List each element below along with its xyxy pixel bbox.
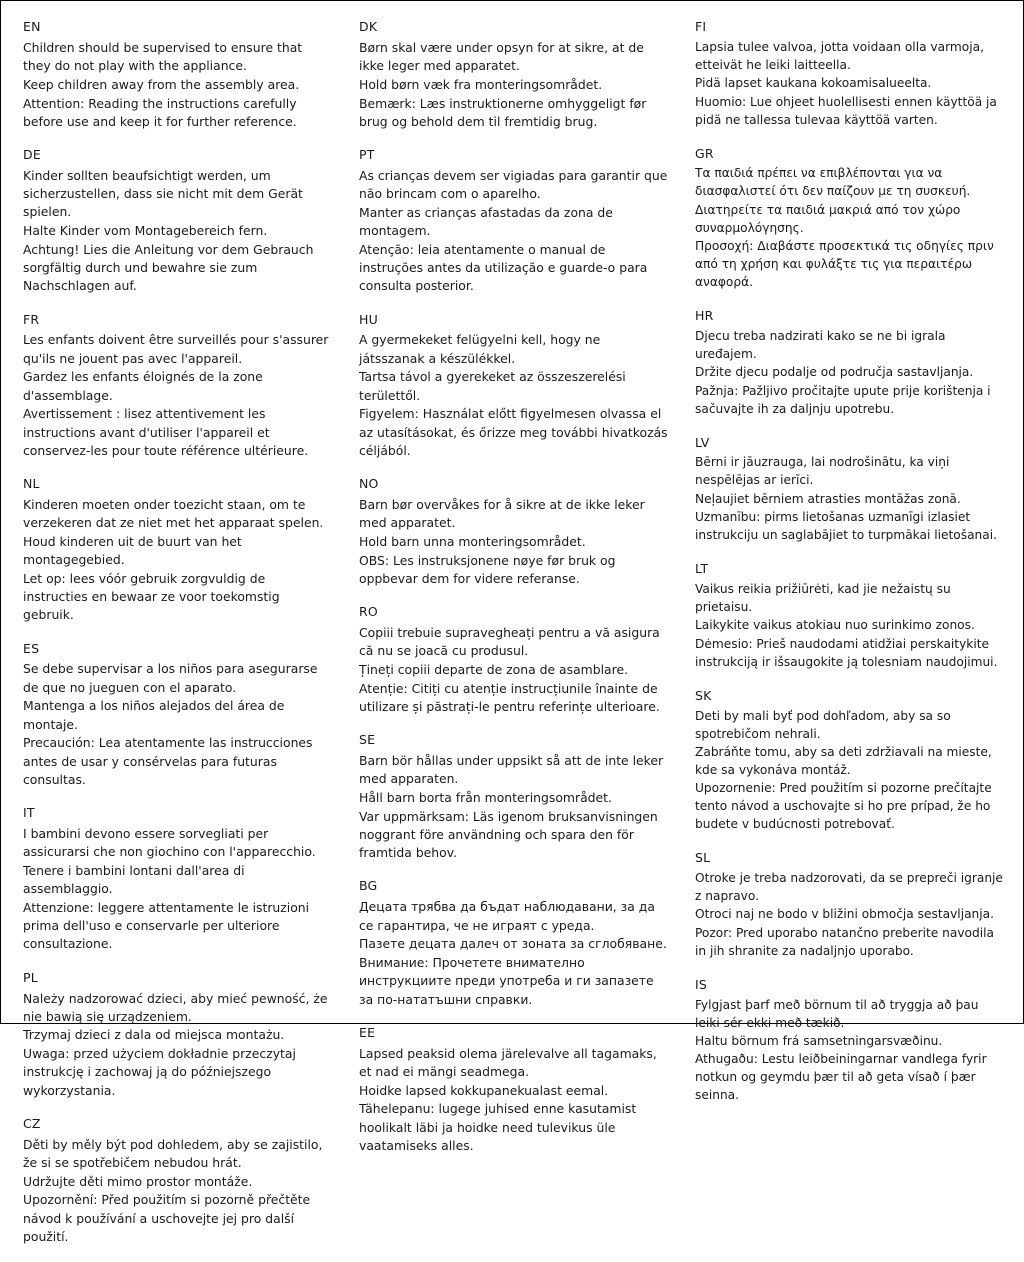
language-code: NL [23, 476, 40, 492]
language-code: EN [23, 19, 41, 34]
language-block-de [23, 147, 333, 296]
language-block-fr [23, 312, 333, 461]
language-columns [23, 19, 1003, 1244]
warning-line: Keep children away from the assembly area. [23, 76, 300, 92]
language-block-it [23, 805, 333, 954]
warning-line: Hold børn væk fra monteringsområdet. [359, 76, 603, 92]
warning-line: Avertissement : lisez attentivement les instructions avant d'utiliser l'appareil et conservez-les pour toute référence ultérieure. [23, 406, 309, 458]
warning-line: Pidä lapset kaukana kokoamisalueelta. [695, 76, 932, 91]
language-text [359, 167, 669, 296]
language-code: IT [23, 805, 35, 821]
language-text [359, 496, 669, 588]
warning-line: Athugaðu: Lestu leiðbeiningarnar vandlega fyrir notkun og geymdu þær til að geta vísað í þær seinna. [695, 1052, 987, 1103]
language-text [695, 454, 1005, 545]
language-block-lv [695, 435, 1005, 546]
language-code: SE [359, 732, 376, 748]
language-text [359, 624, 669, 716]
warning-line: Dėmesio: Prieš naudodami atidžiai perskaitykite instrukciją ir išsaugokite ją tolesniam naudojimui. [695, 636, 998, 669]
warning-line: Copiii trebuie supravegheați pentru a vă asigura că nu se joacă cu produsul. [359, 625, 660, 659]
warning-line: Håll barn borta från monteringsområdet. [359, 790, 612, 806]
language-text [695, 997, 1005, 1106]
warning-line: Gardez les enfants éloignés de la zone d'assemblage. [23, 369, 263, 403]
warning-line: Należy nadzorować dzieci, aby mieć pewność, że nie bawią się urządzeniem. [23, 990, 328, 1024]
warning-line: Børn skal være under opsyn for at sikre, at de ikke leger med apparatet. [359, 39, 644, 74]
language-text [695, 870, 1005, 961]
language-code: EE [359, 1024, 376, 1040]
warning-line: Laikykite vaikus atokiau nuo surinkimo zonos. [695, 618, 975, 633]
language-code: LT [695, 561, 709, 577]
language-block-fi [695, 19, 1005, 130]
language-block-lt [695, 561, 1005, 672]
language-block-pt [359, 147, 669, 296]
warning-line: Διατηρείτε τα παιδιά μακριά από τον χώρο συναρμολόγησης. [695, 202, 961, 235]
warning-line: As crianças devem ser vigiadas para garantir que não brincam com o aparelho. [359, 167, 668, 202]
warning-line: Deti by mali byť pod dohľadom, aby sa so spotrebičom nehrali. [695, 708, 951, 741]
warning-line: Lapsed peaksid olema järelevalve all tagamaks, et nad ei mängi seadmega. [359, 1045, 657, 1079]
warning-line: Vaikus reikia prižiūrėti, kad jie nežaistų su prietaisu. [695, 582, 951, 614]
language-code: FR [23, 311, 40, 327]
language-code: ES [23, 640, 40, 656]
warning-line: Barn bør overvåkes for å sikre at de ikke leker med apparatet. [359, 496, 645, 531]
warning-line: Kinder sollten beaufsichtigt werden, um sicherzustellen, dass sie nicht mit dem Gerät spielen. [23, 167, 303, 220]
warning-line: Uzmanību: pirms lietošanas uzmanīgi izlasiet instrukciju un saglabājiet to turpmākai lietošanai. [695, 510, 998, 543]
language-text [359, 752, 669, 862]
warning-line: Lapsia tulee valvoa, jotta voidaan olla varmoja, etteivät he leiki laitteella. [695, 39, 984, 72]
warning-line: Atenção: leia atentamente o manual de instruções antes da utilização e guarde-o para consulta posterior. [359, 241, 648, 294]
language-code: IS [695, 976, 708, 992]
language-block-hu [359, 312, 669, 461]
warning-line: Otroke je treba nadzorovati, da se prepreči igranje z napravo. [695, 871, 1003, 903]
warning-line: Attenzione: leggere attentamente le istruzioni prima dell'uso e conservarle per ulteriore consultazione. [23, 899, 310, 952]
warning-line: Neļaujiet bērniem atrasties montāžas zonā. [695, 491, 961, 506]
language-block-is [695, 977, 1005, 1106]
language-text [23, 39, 333, 131]
warning-line: Tartsa távol a gyerekeket az összeszerelési területtől. [359, 369, 626, 403]
language-text [359, 1045, 669, 1155]
warning-line: Tenere i bambini lontani dall'area di assemblaggio. [23, 862, 245, 897]
language-text [23, 660, 333, 789]
warning-line: OBS: Les instruksjonene nøye før bruk og oppbevar dem for videre referanse. [359, 552, 616, 586]
warning-line: Mantenga a los niños alejados del área de montaje. [23, 698, 285, 732]
warning-line: Udržujte děti mimo prostor montáže. [23, 1173, 253, 1189]
warning-line: Внимание: Прочетете внимателно инструкциите преди употреба и ги запазете за по-нататъшни справки. [359, 955, 654, 1007]
language-text [23, 990, 333, 1100]
warning-line: Huomio: Lue ohjeet huolellisesti ennen käyttöä ja pidä ne tallessa tulevaa käyttöä varten. [695, 94, 997, 127]
warning-line: Hoidke lapsed kokkupanekualast eemal. [359, 1082, 609, 1098]
language-text [359, 898, 669, 1008]
warning-line: Children should be supervised to ensure that they do not play with the appliance. [23, 39, 303, 74]
language-text [23, 1136, 333, 1246]
warning-line: Pažnja: Pažljivo pročitajte upute prije korištenja i sačuvajte ih za daljnju upotrebu. [695, 383, 991, 416]
language-block-hr [695, 308, 1005, 419]
language-code: HR [695, 308, 714, 323]
warning-line: Let op: lees vóór gebruik zorgvuldig de instructies en bewaar ze voor toekomstig gebruik. [23, 570, 280, 623]
warning-line: Tähelepanu: lugege juhised enne kasutamist hoolikalt läbi ja hoidke need tulevikus üle vaatamiseks alles. [359, 1101, 637, 1153]
language-text [23, 167, 333, 296]
language-block-nl [23, 476, 333, 625]
language-code: LV [695, 434, 710, 450]
language-text [359, 39, 669, 131]
language-block-es [23, 641, 333, 790]
language-code: SL [695, 850, 711, 866]
language-block-cz [23, 1116, 333, 1246]
language-block-ee [359, 1025, 669, 1155]
warning-line: Děti by měly být pod dohledem, aby se zajistilo, že si se spotřebičem nebudou hrát. [23, 1136, 323, 1171]
warning-line: Achtung! Lies die Anleitung vor dem Gebrauch sorgfältig durch und bewahre sie zum Nachschlagen auf. [23, 241, 314, 294]
language-column-3 [695, 19, 1005, 1121]
language-code: HU [359, 311, 378, 327]
warning-line: Precaución: Lea atentamente las instrucciones antes de usar y consérvelas para futuras consultas. [23, 735, 313, 787]
warning-line: Držite djecu podalje od područja sastavljanja. [695, 365, 974, 380]
warning-line: Децата трябва да бъдат наблюдавани, за да се гарантира, че не играят с уреда. [359, 899, 655, 933]
language-code: PL [23, 969, 38, 985]
warning-line: Upozornění: Před použitím si pozorně přečtěte návod k používání a uschovejte jej pro další použití. [23, 1192, 311, 1244]
warning-line: Upozornenie: Pred použitím si pozorne prečítajte tento návod a uschovajte si ho pre prípad, že ho budete v budúcnosti potrebovať. [695, 781, 992, 832]
warning-line: Trzymaj dzieci z dala od miejsca montażu. [23, 1027, 285, 1043]
language-text [695, 328, 1005, 419]
warning-line: Attention: Reading the instructions carefully before use and keep it for further reference. [23, 95, 297, 129]
warning-line: Προσοχή: Διαβάστε προσεκτικά τις οδηγίες πριν από τη χρήση και φυλάξτε τις για περαιτέρω αναφορά. [695, 239, 994, 290]
language-block-en [23, 19, 333, 131]
language-block-ro [359, 604, 669, 716]
language-column-1 [23, 19, 333, 1262]
warning-line: Djecu treba nadzirati kako se ne bi igrala uređajem. [695, 328, 946, 361]
warning-line: Fylgjast þarf með börnum til að tryggja að þau leiki sér ekki með tækið. [695, 997, 979, 1030]
language-text [695, 581, 1005, 672]
warning-line: Halte Kinder vom Montagebereich fern. [23, 223, 268, 239]
warning-line: Bērni ir jāuzrauga, lai nodrošinātu, ka viņi nespēlējas ar ierīci. [695, 455, 950, 488]
language-text [695, 39, 1005, 130]
warning-line: Zabráňte tomu, aby sa deti zdržiavali na mieste, kde sa vykonáva montáž. [695, 744, 992, 777]
language-text [23, 331, 333, 460]
warning-line: Hold barn unna monteringsområdet. [359, 533, 586, 549]
warning-line: Atenție: Citiți cu atenție instrucțiunile înainte de utilizare și păstrați-le pentru referințe ulterioare. [359, 680, 660, 714]
language-text [23, 496, 333, 625]
language-text [695, 165, 1005, 292]
language-block-pl [23, 970, 333, 1100]
language-block-bg [359, 878, 669, 1008]
warning-line: Var uppmärksam: Läs igenom bruksanvisningen noggrant före användning och spara den för framtida behov. [359, 808, 658, 861]
language-block-sk [695, 688, 1005, 834]
warning-line: Barn bör hållas under uppsikt så att de inte leker med apparaten. [359, 753, 664, 787]
warning-line: Se debe supervisar a los niños para asegurarse de que no jueguen con el aparato. [23, 661, 318, 695]
warning-line: Bemærk: Læs instruktionerne omhyggeligt før brug og behold dem til fremtidig brug. [359, 95, 647, 129]
language-block-se [359, 732, 669, 862]
warning-line: A gyermekeket felügyelni kell, hogy ne játsszanak a készülékkel. [359, 332, 601, 366]
language-text [695, 708, 1005, 835]
warning-line: I bambini devono essere sorvegliati per assicurarsi che non giochino con l'apparecchio. [23, 825, 316, 860]
language-code: SK [695, 687, 712, 703]
warning-line: Les enfants doivent être surveillés pour s'assurer qu'ils ne jouent pas avec l'appareil. [23, 332, 329, 366]
warning-line: Τα παιδιά πρέπει να επιβλέπονται για να διασφαλιστεί ότι δεν παίζουν με τη συσκευή. [695, 166, 971, 199]
warning-line: Manter as crianças afastadas da zona de montagem. [359, 204, 613, 239]
language-block-no [359, 476, 669, 588]
language-code: CZ [23, 1115, 41, 1131]
language-code: GR [695, 145, 714, 161]
language-block-gr [695, 146, 1005, 292]
language-code: BG [359, 878, 378, 894]
warning-line: Pozor: Pred uporabo natančno preberite navodila in jih shranite za nadaljnjo uporabo. [695, 925, 994, 958]
warning-line: Otroci naj ne bodo v bližini območja sestavljanja. [695, 907, 995, 922]
language-block-dk [359, 19, 669, 131]
warning-line: Houd kinderen uit de buurt van het montagegebied. [23, 533, 242, 568]
language-code: PT [359, 147, 375, 163]
warning-line: Kinderen moeten onder toezicht staan, om te verzekeren dat ze niet met het apparaat spelen. [23, 496, 324, 531]
language-block-sl [695, 850, 1005, 961]
language-code: NO [359, 476, 379, 492]
warning-line: Пазете децата далеч от зоната за сглобяване. [359, 936, 667, 952]
language-code: DE [23, 147, 41, 163]
language-code: FI [695, 19, 707, 34]
language-column-2 [359, 19, 669, 1171]
language-text [359, 331, 669, 460]
warning-line: Figyelem: Használat előtt figyelmesen olvassa el az utasításokat, és őrizze meg további hivatkozás céljából. [359, 406, 668, 458]
warning-line: Țineți copiii departe de zona de asamblare. [359, 661, 629, 677]
warning-line: Uwaga: przed użyciem dokładnie przeczytaj instrukcję i zachowaj ją do późniejszego wykorzystania. [23, 1046, 296, 1098]
language-text [23, 825, 333, 954]
language-code: DK [359, 19, 378, 34]
language-code: RO [359, 604, 378, 620]
warning-line: Haltu börnum frá samsetningarsvæðinu. [695, 1033, 943, 1048]
